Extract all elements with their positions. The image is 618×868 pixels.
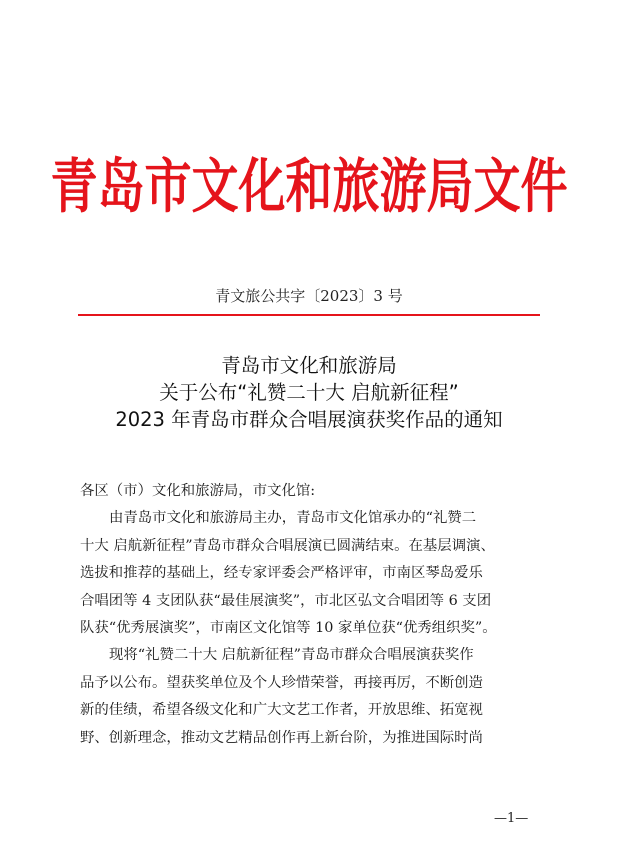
notice-title (0, 352, 618, 433)
page-number: —1— (494, 811, 529, 826)
document-body (80, 478, 550, 752)
paragraph-1-line: 合唱团等 4 支团队获“最佳展演奖”，市北区弘文合唱团等 6 支团 (80, 592, 492, 609)
paragraph-2-line: 品予以公布。望获奖单位及个人珍惜荣誉，再接再厉，不断创造 (80, 674, 483, 691)
paragraph-2-line: 现将“礼赞二十大 启航新征程”青岛市群众合唱展演获奖作 (109, 647, 474, 664)
title-line-3: 2023 年青岛市群众合唱展演获奖作品的通知 (115, 408, 503, 431)
paragraph-1-line: 由青岛市文化和旅游局主办，青岛市文化馆承办的“礼赞二 (109, 510, 477, 527)
paragraph-2-line: 野、创新理念，推动文艺精品创作再上新台阶，为推进国际时尚 (80, 729, 483, 746)
paragraph-1 (80, 505, 550, 642)
paragraph-1-line: 十大 启航新征程”青岛市群众合唱展演已圆满结束。在基层调演、 (80, 537, 495, 554)
document-masthead: 青岛市文化和旅游局文件 (50, 152, 568, 222)
paragraph-1-line: 队获“优秀展演奖”，市南区文化馆等 10 家单位获“优秀组织奖”。 (80, 620, 497, 637)
paragraph-2-line: 新的佳绩，希望各级文化和广大文艺工作者，开放思维、拓宽视 (80, 702, 483, 719)
paragraph-1-line: 选拔和推荐的基础上，经专家评委会严格评审，市南区琴岛爱乐 (80, 565, 483, 582)
red-separator-line (78, 314, 540, 316)
title-line-2: 关于公布“礼赞二十大 启航新征程” (159, 381, 459, 404)
salutation: 各区（市）文化和旅游局，市文化馆: (80, 483, 316, 499)
document-number: 青文旅公共字〔2023〕3 号 (215, 287, 403, 305)
title-line-1: 青岛市文化和旅游局 (221, 354, 397, 377)
paragraph-2 (80, 642, 550, 752)
